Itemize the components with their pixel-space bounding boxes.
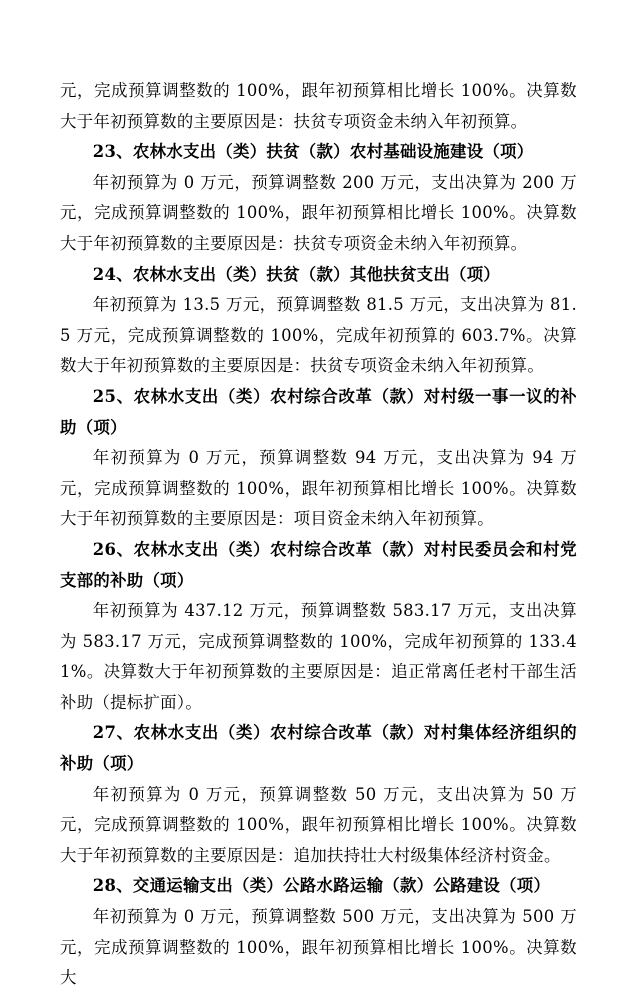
- section-heading-27: 27、农林水支出（类）农村综合改革（款）对村集体经济组织的补助（项）: [60, 723, 577, 774]
- section-heading-28: 28、交通运输支出（类）公路水路运输（款）公路建设（项）: [92, 876, 551, 896]
- section-heading-25: 25、农林水支出（类）农村综合改革（款）对村级一事一议的补助（项）: [60, 386, 577, 437]
- section-heading-24: 24、农林水支出（类）扶贫（款）其他扶贫支出（项）: [92, 264, 501, 284]
- paragraph-continuation: 元，完成预算调整数的 100%，跟年初预算相比增长 100%。决算数大于年初预算数的主要原因是：扶贫专项资金未纳入年初预算。: [60, 81, 577, 131]
- paragraph-25-body: 年初预算为 0 万元，预算调整数 94 万元，支出决算为 94 万元，完成预算调整数的 100%，跟年初预算相比增长 100%。决算数大于年初预算数的主要原因是：项目资金未纳入年初预算。: [60, 448, 577, 529]
- section-heading-23: 23、农林水支出（类）扶贫（款）农村基础设施建设（项）: [92, 142, 534, 162]
- paragraph-23-body: 年初预算为 0 万元，预算调整数 200 万元，支出决算为 200 万元，完成预算调整数的 100%，跟年初预算相比增长 100%。决算数大于年初预算数的主要原因是：扶贫专项资金未纳入年初预算。: [60, 172, 577, 253]
- paragraph-24-body: 年初预算为 13.5 万元，预算调整数 81.5 万元，支出决算为 81.5 万元，完成预算调整数的 100%，完成年初预算的 603.7%。决算数大于年初预算数的主要原因是：扶贫专项资金未纳入年初预算。: [60, 295, 577, 376]
- section-heading-26: 26、农林水支出（类）农村综合改革（款）对村民委员会和村党支部的补助（项）: [60, 539, 577, 590]
- paragraph-28-body: 年初预算为 0 万元，预算调整数 500 万元，支出决算为 500 万元，完成预算调整数的 100%，跟年初预算相比增长 100%。决算数大: [60, 907, 577, 988]
- paragraph-26-body: 年初预算为 437.12 万元，预算调整数 583.17 万元，支出决算为 583.17 万元，完成预算调整数的 100%，完成年初预算的 133.41%。决算数大于年初预算数的主要原因是：追正常离任老村干部生活补助（提标扩面）。: [60, 601, 577, 712]
- paragraph-27-body: 年初预算为 0 万元，预算调整数 50 万元，支出决算为 50 万元，完成预算调整数的 100%，跟年初预算相比增长 100%。决算数大于年初预算数的主要原因是：追加扶持壮大村级集体经济村资金。: [60, 784, 577, 865]
